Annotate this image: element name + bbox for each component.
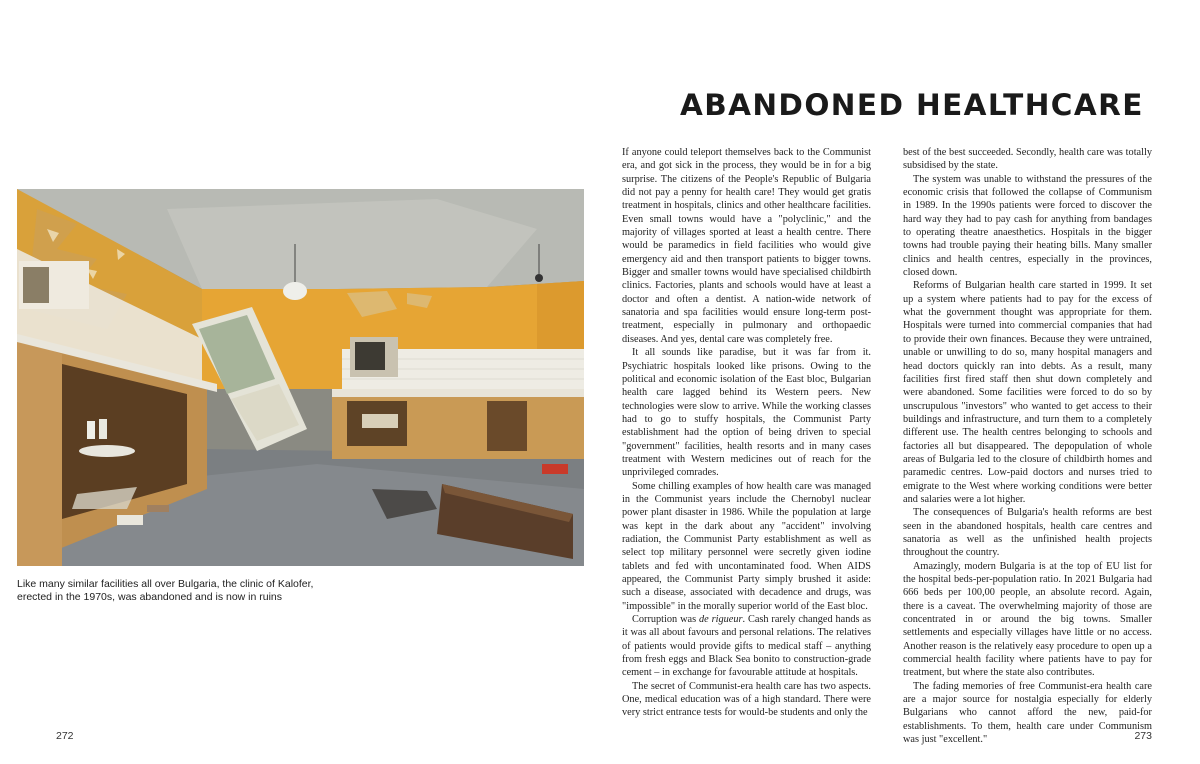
body-column-2 [903, 146, 1152, 746]
paragraph: The fading memories of free Communist-era health care are a major source for nostalgia especially for elderly Bulgarians who cannot afford the new, paid-for establishments. To them, health care under Communism was just "excellent." [903, 680, 1152, 746]
page-number-right: 273 [1134, 730, 1152, 742]
page-number-left: 272 [56, 730, 74, 742]
paragraph: If anyone could teleport themselves back to the Communist era, and got sick in the process, they would be in for a big surprise. The citizens of the People's Republic of Bulgaria did not pay a penny for health care! They would get gratis treatment in hospitals, clinics and other healthcare facilities. Even small towns would have a "polyclinic," and the majority of villages sported at least a health centre. There would be paramedics in field facilities who would give emergency aid and then transport patients to bigger towns. Bigger and smaller towns would have specialised childbirth clinics. Factories, plants and schools would have at least a doctor and often a dentist. A nation-wide network of sanatoria and spa facilities would ensure long-term post-treatment, especially in pulmonary and orthopaedic diseases. And yes, dental care was completely free. [622, 147, 871, 345]
paragraph [622, 613, 871, 680]
italic-phrase: de rigueur [698, 614, 743, 626]
body-column-1 [622, 146, 871, 720]
photo-caption: Like many similar facilities all over Bulgaria, the clinic of Kalofer, erected in the 1970s, was abandoned and is now in ruins [17, 578, 314, 603]
paragraph: It all sounds like paradise, but it was far from it. Psychiatric hospitals looked like prisons. Owing to the political and economic isolation of the East bloc, Bulgarian health care lagged behind its Western peers. New technologies were slow to arrive. While the working classes had to go to stuffy hospitals, the Communist Party establishment had the option of being driven to special "government" facilities, health resorts and in many cases treatment with Western medicines out of reach for the unprivileged comrades. [622, 347, 871, 479]
paragraph: Some chilling examples of how health care was managed in the Communist years include the Chernobyl nuclear power plant disaster in 1986. While the population at large was kept in the dark about any "accident" involving radiation, the Communist Party establishment as well as select top military personnel were secretly given iodine tablets and fed with uncontaminated food. When AIDS appeared, the Communist Party simply brushed it aside: such a disease, associated with decadence and drugs, was "impossible" in the morally superior world of the East bloc. [622, 480, 871, 612]
clinic-photo [17, 189, 584, 566]
paragraph: The secret of Communist-era health care has two aspects. One, medical education was of a high standard. There were very strict entrance tests for would-be students and only the [622, 680, 871, 719]
paragraph: The system was unable to withstand the pressures of the economic crisis that followed the collapse of Communism in 1989. In the 1990s patients were forced to discover the hard way they had to pay cash for anything from bandages to operating theatre anaesthetics. Hospitals in the bigger towns had trouble paying their heating bills. Many smaller clinics and health centres, especially in the provinces, closed down. [903, 173, 1152, 279]
right-page [600, 0, 1200, 764]
abandoned-clinic-image [17, 189, 584, 566]
paragraph: Amazingly, modern Bulgaria is at the top of EU list for the hospital beds-per-population ratio. In 2021 Bulgaria had 666 beds per 100,00 people, an absolute record. Again, there is a caveat. The overwhelming majority of those are concentrated in or around the big towns. Smaller settlements and especially villages have little or no access. Another reason is the relatively easy procedure to open up a commercial health facility where patients have to pay for treatment, but where the state also contributes. [903, 560, 1152, 679]
paragraph: Reforms of Bulgarian health care started in 1999. It set up a system where patients had to pay for the excess of what the government thought was appropriate for them. Hospitals were turned into commercial companies that had to provide their own finances. Because they were untrained, unable or unwilling to do so, many hospital managers and head doctors quickly ran into debts. As a result, many facilities first fired staff then shut down completely and were abandoned. Some facilities were forced to do so by unscrupulous "investors" who wanted to get access to their buildings and infrastructure, and turn them to a completely different use. The health centres belonging to schools and factories all but disappeared. The depopulation of whole areas of Bulgaria led to the closure of childbirth homes and paramedic centres. Low-paid doctors and nurses tried to emigrate to the West where working conditions were better and salaries were a lot higher. [903, 280, 1152, 505]
paragraph: best of the best succeeded. Secondly, health care was totally subsidised by the state. [903, 147, 1152, 172]
paragraph-text: . Cash rarely changed hands as it was all about favours and personal relations. The relatives of patients would provide gifts to medical staff – anything from fresh eggs and Black Sea bonito to construction-grade cement – in exchange for favourable attitude at hospitals. [622, 614, 871, 679]
article-title: ABANDONED HEALTHCARE [680, 88, 1144, 122]
paragraph: The consequences of Bulgaria's health reforms are best seen in the abandoned hospitals, health care centres and sanatoria as well as the unfinished health projects throughout the country. [903, 507, 1152, 559]
paragraph-text: Corruption was [632, 614, 699, 626]
